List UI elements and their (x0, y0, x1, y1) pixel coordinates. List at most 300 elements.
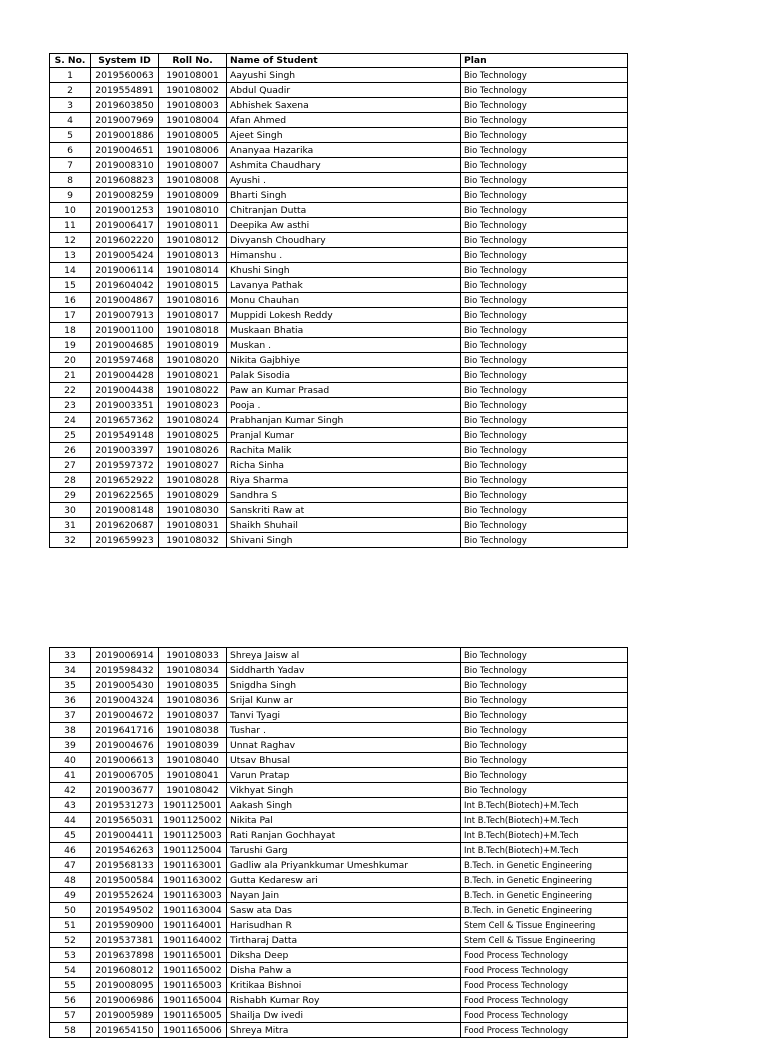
cell-sno: 16 (50, 293, 91, 308)
cell-student-name: Shaikh Shuhail (227, 518, 461, 533)
cell-student-name: Afan Ahmed (227, 113, 461, 128)
table-row (50, 533, 628, 548)
cell-sno: 37 (50, 708, 91, 723)
cell-system-id: 2019004438 (91, 383, 159, 398)
table-row (50, 723, 628, 738)
cell-sno: 44 (50, 813, 91, 828)
cell-plan: Bio Technology (461, 128, 628, 143)
cell-roll-no: 1901125001 (159, 798, 227, 813)
cell-roll-no: 190108019 (159, 338, 227, 353)
cell-sno: 52 (50, 933, 91, 948)
table-row (50, 383, 628, 398)
cell-system-id: 2019597468 (91, 353, 159, 368)
cell-student-name: Abhishek Saxena (227, 98, 461, 113)
table-row (50, 248, 628, 263)
cell-sno: 2 (50, 83, 91, 98)
cell-sno: 45 (50, 828, 91, 843)
cell-student-name: Shivani Singh (227, 533, 461, 548)
cell-system-id: 2019549148 (91, 428, 159, 443)
cell-student-name: Lavanya Pathak (227, 278, 461, 293)
cell-student-name: Rachita Malik (227, 443, 461, 458)
cell-sno: 57 (50, 1008, 91, 1023)
cell-system-id: 2019006986 (91, 993, 159, 1008)
cell-plan: Bio Technology (461, 68, 628, 83)
table-row (50, 98, 628, 113)
cell-roll-no: 190108041 (159, 768, 227, 783)
cell-system-id: 2019657362 (91, 413, 159, 428)
cell-roll-no: 190108042 (159, 783, 227, 798)
table-row (50, 903, 628, 918)
cell-plan: Bio Technology (461, 473, 628, 488)
cell-sno: 54 (50, 963, 91, 978)
cell-roll-no: 190108008 (159, 173, 227, 188)
cell-roll-no: 190108018 (159, 323, 227, 338)
table-row (50, 518, 628, 533)
cell-system-id: 2019007913 (91, 308, 159, 323)
cell-student-name: Vikhyat Singh (227, 783, 461, 798)
cell-roll-no: 190108040 (159, 753, 227, 768)
cell-roll-no: 1901165001 (159, 948, 227, 963)
cell-system-id: 2019001253 (91, 203, 159, 218)
table-body-2 (50, 648, 628, 1038)
cell-sno: 1 (50, 68, 91, 83)
cell-plan: Bio Technology (461, 488, 628, 503)
cell-student-name: Ashmita Chaudhary (227, 158, 461, 173)
table-row (50, 933, 628, 948)
cell-plan: Bio Technology (461, 338, 628, 353)
cell-plan: Bio Technology (461, 263, 628, 278)
cell-plan: Bio Technology (461, 413, 628, 428)
cell-roll-no: 190108039 (159, 738, 227, 753)
cell-roll-no: 1901163004 (159, 903, 227, 918)
cell-student-name: Bharti Singh (227, 188, 461, 203)
cell-roll-no: 190108029 (159, 488, 227, 503)
cell-plan: Bio Technology (461, 293, 628, 308)
cell-sno: 41 (50, 768, 91, 783)
cell-system-id: 2019004867 (91, 293, 159, 308)
table-row (50, 663, 628, 678)
cell-student-name: Shreya Mitra (227, 1023, 461, 1038)
cell-roll-no: 190108004 (159, 113, 227, 128)
header-system-id: System ID (91, 54, 159, 68)
table-row (50, 263, 628, 278)
table-row (50, 338, 628, 353)
cell-roll-no: 190108022 (159, 383, 227, 398)
cell-system-id: 2019554891 (91, 83, 159, 98)
cell-plan: Bio Technology (461, 188, 628, 203)
table-row (50, 158, 628, 173)
cell-student-name: Palak Sisodia (227, 368, 461, 383)
cell-roll-no: 190108038 (159, 723, 227, 738)
cell-sno: 20 (50, 353, 91, 368)
cell-student-name: Nikita Pal (227, 813, 461, 828)
cell-plan: B.Tech. in Genetic Engineering (461, 873, 628, 888)
cell-student-name: Sanskriti Raw at (227, 503, 461, 518)
table-row (50, 708, 628, 723)
cell-sno: 49 (50, 888, 91, 903)
cell-student-name: Sasw ata Das (227, 903, 461, 918)
cell-sno: 53 (50, 948, 91, 963)
cell-sno: 12 (50, 233, 91, 248)
cell-system-id: 2019004428 (91, 368, 159, 383)
cell-student-name: Chitranjan Dutta (227, 203, 461, 218)
cell-roll-no: 1901165002 (159, 963, 227, 978)
table-row (50, 428, 628, 443)
cell-sno: 24 (50, 413, 91, 428)
cell-system-id: 2019637898 (91, 948, 159, 963)
cell-plan: Bio Technology (461, 428, 628, 443)
cell-sno: 18 (50, 323, 91, 338)
cell-roll-no: 1901125002 (159, 813, 227, 828)
table-row (50, 278, 628, 293)
cell-student-name: Tanvi Tyagi (227, 708, 461, 723)
cell-student-name: Paw an Kumar Prasad (227, 383, 461, 398)
cell-sno: 43 (50, 798, 91, 813)
cell-system-id: 2019500584 (91, 873, 159, 888)
cell-system-id: 2019537381 (91, 933, 159, 948)
cell-roll-no: 190108017 (159, 308, 227, 323)
cell-roll-no: 190108012 (159, 233, 227, 248)
cell-student-name: Kritikaa Bishnoi (227, 978, 461, 993)
cell-plan: Bio Technology (461, 663, 628, 678)
cell-sno: 15 (50, 278, 91, 293)
cell-plan: Bio Technology (461, 783, 628, 798)
cell-student-name: Riya Sharma (227, 473, 461, 488)
cell-sno: 27 (50, 458, 91, 473)
cell-roll-no: 190108015 (159, 278, 227, 293)
table-row (50, 143, 628, 158)
cell-plan: Bio Technology (461, 768, 628, 783)
cell-system-id: 2019001100 (91, 323, 159, 338)
cell-sno: 56 (50, 993, 91, 1008)
cell-sno: 33 (50, 648, 91, 663)
cell-system-id: 2019006705 (91, 768, 159, 783)
cell-plan: Bio Technology (461, 723, 628, 738)
cell-roll-no: 190108023 (159, 398, 227, 413)
table-row (50, 413, 628, 428)
cell-plan: Int B.Tech(Biotech)+M.Tech (461, 843, 628, 858)
cell-system-id: 2019001886 (91, 128, 159, 143)
table-row (50, 828, 628, 843)
cell-plan: Bio Technology (461, 458, 628, 473)
cell-sno: 8 (50, 173, 91, 188)
cell-student-name: Unnat Raghav (227, 738, 461, 753)
table-row (50, 873, 628, 888)
cell-plan: Food Process Technology (461, 963, 628, 978)
cell-student-name: Nayan Jain (227, 888, 461, 903)
cell-roll-no: 190108037 (159, 708, 227, 723)
table-row (50, 83, 628, 98)
cell-roll-no: 190108020 (159, 353, 227, 368)
cell-sno: 6 (50, 143, 91, 158)
cell-roll-no: 1901164001 (159, 918, 227, 933)
cell-system-id: 2019003677 (91, 783, 159, 798)
cell-roll-no: 190108027 (159, 458, 227, 473)
table-row (50, 188, 628, 203)
table-row (50, 1008, 628, 1023)
cell-plan: Bio Technology (461, 708, 628, 723)
cell-student-name: Muppidi Lokesh Reddy (227, 308, 461, 323)
cell-sno: 22 (50, 383, 91, 398)
cell-plan: Bio Technology (461, 443, 628, 458)
cell-student-name: Abdul Quadir (227, 83, 461, 98)
table-row (50, 293, 628, 308)
table-row (50, 218, 628, 233)
cell-plan: Bio Technology (461, 203, 628, 218)
cell-sno: 30 (50, 503, 91, 518)
cell-system-id: 2019603850 (91, 98, 159, 113)
cell-sno: 3 (50, 98, 91, 113)
cell-system-id: 2019531273 (91, 798, 159, 813)
cell-plan: Bio Technology (461, 83, 628, 98)
cell-system-id: 2019602220 (91, 233, 159, 248)
cell-system-id: 2019604042 (91, 278, 159, 293)
cell-plan: Food Process Technology (461, 978, 628, 993)
cell-system-id: 2019007969 (91, 113, 159, 128)
table-row (50, 443, 628, 458)
cell-plan: Bio Technology (461, 398, 628, 413)
cell-system-id: 2019006613 (91, 753, 159, 768)
cell-plan: Food Process Technology (461, 1008, 628, 1023)
cell-system-id: 2019598432 (91, 663, 159, 678)
cell-student-name: Varun Pratap (227, 768, 461, 783)
table-row (50, 963, 628, 978)
cell-student-name: Harisudhan R (227, 918, 461, 933)
cell-system-id: 2019568133 (91, 858, 159, 873)
cell-system-id: 2019008310 (91, 158, 159, 173)
cell-student-name: Divyansh Choudhary (227, 233, 461, 248)
cell-roll-no: 190108028 (159, 473, 227, 488)
cell-plan: Bio Technology (461, 323, 628, 338)
cell-sno: 28 (50, 473, 91, 488)
cell-plan: Bio Technology (461, 753, 628, 768)
cell-plan: Bio Technology (461, 678, 628, 693)
cell-sno: 13 (50, 248, 91, 263)
cell-plan: Bio Technology (461, 218, 628, 233)
table-row (50, 368, 628, 383)
cell-roll-no: 190108005 (159, 128, 227, 143)
cell-sno: 23 (50, 398, 91, 413)
table-row (50, 458, 628, 473)
cell-student-name: Ananyaa Hazarika (227, 143, 461, 158)
cell-roll-no: 190108021 (159, 368, 227, 383)
cell-system-id: 2019549502 (91, 903, 159, 918)
cell-student-name: Nikita Gajbhiye (227, 353, 461, 368)
cell-roll-no: 1901163002 (159, 873, 227, 888)
cell-sno: 32 (50, 533, 91, 548)
cell-system-id: 2019005989 (91, 1008, 159, 1023)
cell-system-id: 2019608823 (91, 173, 159, 188)
cell-plan: Int B.Tech(Biotech)+M.Tech (461, 813, 628, 828)
cell-plan: Bio Technology (461, 98, 628, 113)
cell-student-name: Utsav Bhusal (227, 753, 461, 768)
cell-roll-no: 190108016 (159, 293, 227, 308)
cell-sno: 46 (50, 843, 91, 858)
cell-system-id: 2019004651 (91, 143, 159, 158)
cell-system-id: 2019565031 (91, 813, 159, 828)
cell-plan: Bio Technology (461, 383, 628, 398)
header-name: Name of Student (227, 54, 461, 68)
table-row (50, 738, 628, 753)
cell-sno: 35 (50, 678, 91, 693)
cell-system-id: 2019004685 (91, 338, 159, 353)
cell-roll-no: 1901165004 (159, 993, 227, 1008)
cell-student-name: Tushar . (227, 723, 461, 738)
cell-system-id: 2019590900 (91, 918, 159, 933)
cell-sno: 55 (50, 978, 91, 993)
table-row (50, 323, 628, 338)
cell-student-name: Ayushi . (227, 173, 461, 188)
cell-sno: 36 (50, 693, 91, 708)
cell-sno: 26 (50, 443, 91, 458)
cell-system-id: 2019620687 (91, 518, 159, 533)
cell-system-id: 2019560063 (91, 68, 159, 83)
table-row (50, 308, 628, 323)
cell-plan: Bio Technology (461, 503, 628, 518)
table-row (50, 693, 628, 708)
cell-plan: Bio Technology (461, 308, 628, 323)
cell-plan: Bio Technology (461, 693, 628, 708)
cell-student-name: Khushi Singh (227, 263, 461, 278)
cell-student-name: Aayushi Singh (227, 68, 461, 83)
cell-sno: 14 (50, 263, 91, 278)
cell-system-id: 2019008095 (91, 978, 159, 993)
cell-student-name: Gutta Kedaresw ari (227, 873, 461, 888)
table-row (50, 768, 628, 783)
cell-plan: Food Process Technology (461, 1023, 628, 1038)
table-row (50, 353, 628, 368)
table-row (50, 488, 628, 503)
cell-plan: B.Tech. in Genetic Engineering (461, 903, 628, 918)
cell-plan: B.Tech. in Genetic Engineering (461, 888, 628, 903)
cell-plan: Stem Cell & Tissue Engineering (461, 918, 628, 933)
cell-plan: Bio Technology (461, 248, 628, 263)
cell-plan: Bio Technology (461, 278, 628, 293)
cell-system-id: 2019006914 (91, 648, 159, 663)
table-row (50, 1023, 628, 1038)
cell-system-id: 2019652922 (91, 473, 159, 488)
cell-student-name: Snigdha Singh (227, 678, 461, 693)
cell-sno: 4 (50, 113, 91, 128)
cell-system-id: 2019552624 (91, 888, 159, 903)
cell-sno: 50 (50, 903, 91, 918)
cell-sno: 51 (50, 918, 91, 933)
cell-system-id: 2019004672 (91, 708, 159, 723)
cell-roll-no: 1901125004 (159, 843, 227, 858)
header-plan: Plan (461, 54, 628, 68)
cell-roll-no: 1901163003 (159, 888, 227, 903)
cell-plan: Food Process Technology (461, 993, 628, 1008)
table-row (50, 113, 628, 128)
cell-roll-no: 190108032 (159, 533, 227, 548)
cell-system-id: 2019641716 (91, 723, 159, 738)
cell-plan: Bio Technology (461, 158, 628, 173)
cell-sno: 34 (50, 663, 91, 678)
cell-student-name: Tirtharaj Datta (227, 933, 461, 948)
cell-plan: B.Tech. in Genetic Engineering (461, 858, 628, 873)
header-roll-no: Roll No. (159, 54, 227, 68)
cell-roll-no: 190108007 (159, 158, 227, 173)
cell-student-name: Disha Pahw a (227, 963, 461, 978)
cell-system-id: 2019005430 (91, 678, 159, 693)
cell-sno: 10 (50, 203, 91, 218)
table-row (50, 68, 628, 83)
cell-roll-no: 190108034 (159, 663, 227, 678)
student-table-1 (49, 53, 628, 548)
table-row (50, 978, 628, 993)
cell-roll-no: 190108009 (159, 188, 227, 203)
cell-sno: 11 (50, 218, 91, 233)
cell-student-name: Muskaan Bhatia (227, 323, 461, 338)
cell-sno: 9 (50, 188, 91, 203)
cell-roll-no: 1901163001 (159, 858, 227, 873)
table-row (50, 948, 628, 963)
cell-system-id: 2019003397 (91, 443, 159, 458)
cell-plan: Bio Technology (461, 738, 628, 753)
cell-student-name: Richa Sinha (227, 458, 461, 473)
cell-student-name: Pooja . (227, 398, 461, 413)
cell-roll-no: 190108014 (159, 263, 227, 278)
cell-roll-no: 190108013 (159, 248, 227, 263)
cell-roll-no: 1901164002 (159, 933, 227, 948)
table-row (50, 813, 628, 828)
table-row (50, 888, 628, 903)
cell-student-name: Shreya Jaisw al (227, 648, 461, 663)
table-header-row (50, 54, 628, 68)
cell-sno: 38 (50, 723, 91, 738)
cell-plan: Bio Technology (461, 648, 628, 663)
cell-roll-no: 1901165005 (159, 1008, 227, 1023)
cell-system-id: 2019006417 (91, 218, 159, 233)
cell-sno: 25 (50, 428, 91, 443)
cell-student-name: Himanshu . (227, 248, 461, 263)
cell-plan: Bio Technology (461, 533, 628, 548)
cell-plan: Food Process Technology (461, 948, 628, 963)
cell-roll-no: 190108036 (159, 693, 227, 708)
cell-system-id: 2019003351 (91, 398, 159, 413)
cell-student-name: Srijal Kunw ar (227, 693, 461, 708)
cell-system-id: 2019608012 (91, 963, 159, 978)
table-body-1 (50, 68, 628, 548)
cell-student-name: Monu Chauhan (227, 293, 461, 308)
cell-student-name: Prabhanjan Kumar Singh (227, 413, 461, 428)
cell-student-name: Gadliw ala Priyankkumar Umeshkumar (227, 858, 461, 873)
cell-system-id: 2019004324 (91, 693, 159, 708)
cell-plan: Bio Technology (461, 173, 628, 188)
table-row (50, 858, 628, 873)
cell-system-id: 2019654150 (91, 1023, 159, 1038)
cell-roll-no: 190108031 (159, 518, 227, 533)
cell-sno: 48 (50, 873, 91, 888)
cell-student-name: Diksha Deep (227, 948, 461, 963)
cell-plan: Bio Technology (461, 518, 628, 533)
cell-roll-no: 190108011 (159, 218, 227, 233)
cell-system-id: 2019659923 (91, 533, 159, 548)
cell-sno: 40 (50, 753, 91, 768)
cell-roll-no: 190108002 (159, 83, 227, 98)
table-row (50, 128, 628, 143)
cell-student-name: Pranjal Kumar (227, 428, 461, 443)
cell-roll-no: 190108024 (159, 413, 227, 428)
cell-system-id: 2019008148 (91, 503, 159, 518)
table-row (50, 503, 628, 518)
cell-plan: Bio Technology (461, 353, 628, 368)
cell-student-name: Muskan . (227, 338, 461, 353)
table-row (50, 993, 628, 1008)
cell-roll-no: 190108001 (159, 68, 227, 83)
cell-student-name: Aakash Singh (227, 798, 461, 813)
cell-plan: Bio Technology (461, 143, 628, 158)
